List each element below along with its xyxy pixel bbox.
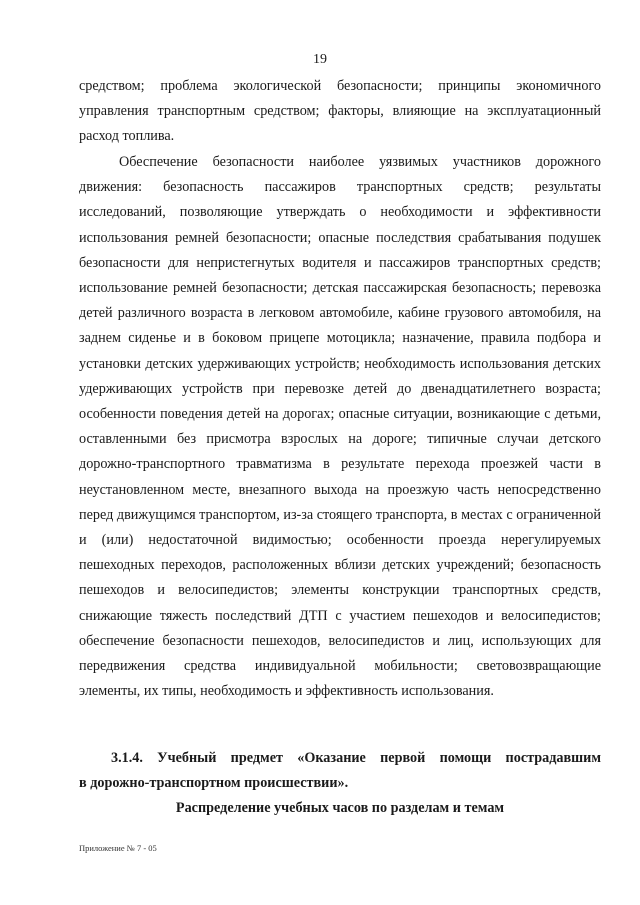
paragraph-text: Обеспечение безопасности наиболее уязвимых участников дорожного движения: безопасность пассажиров транспортных средств; результаты исследований, позволяющие утверждать о необходимости и эффективности использования ремней безопасности; опасные последствия срабатывания подушек безопасности для непристегнутых водителя и пассажиров транспортных средств; использование ремней безопасности; детская пассажирская безопасность; перевозка детей различного возраста в легковом автомобиле, кабине грузового автомобиля, на заднем сиденье и в боковом прицепе мотоцикла; назначение, правила подбора и установки детских удерживающих устройств; необходимость использования детских удерживающих устройств при перевозке детей до двенадцатилетнего возраста; особенности поведения детей на дорогах; опасные ситуации, возникающие с детьми, оставленными без присмотра взрослых на дороге; типичные случаи детского дорожно-транспортного травматизма в результате перехода проезжей части в неустановленном месте, внезапного выхода на проезжую часть непосредственно перед движущимся транспортом, из-за стоящего транспорта, в местах с ограниченной и (или) недостаточной видимостью; особенности проезда нерегулируемых пешеходных переходов, расположенных вблизи детских учреждений; безопасность пешеходов и велосипедистов; элементы конструкции транспортных средств, снижающие тяжесть последствий ДТП с участием пешеходов и велосипедистов; обеспечение безопасности пешеходов, велосипедистов и лиц, использующих для передвижения средства индивидуальной мобильности; световозвращающие элементы, их типы, необходимость и эффективность использования. [79, 154, 601, 700]
subsection-heading: Распределение учебных часов по разделам и темам [175, 800, 505, 816]
section-heading-line-2: в дорожно-транспортном происшествии». [79, 775, 349, 791]
paragraph-vulnerable-road-users [79, 150, 601, 704]
section-heading-line-1: 3.1.4. Учебный предмет «Оказание первой помощи пострадавшим [111, 750, 601, 766]
page-number: 19 [313, 52, 327, 67]
paragraph-text: средством; проблема экологической безопасности; принципы экономичного управления транспортным средством; факторы, влияющие на эксплуатационный расход топлива. [79, 78, 601, 145]
section-heading [79, 746, 601, 796]
footer-note: Приложение № 7 - 05 [79, 843, 157, 853]
paragraph-continuation [79, 74, 601, 150]
